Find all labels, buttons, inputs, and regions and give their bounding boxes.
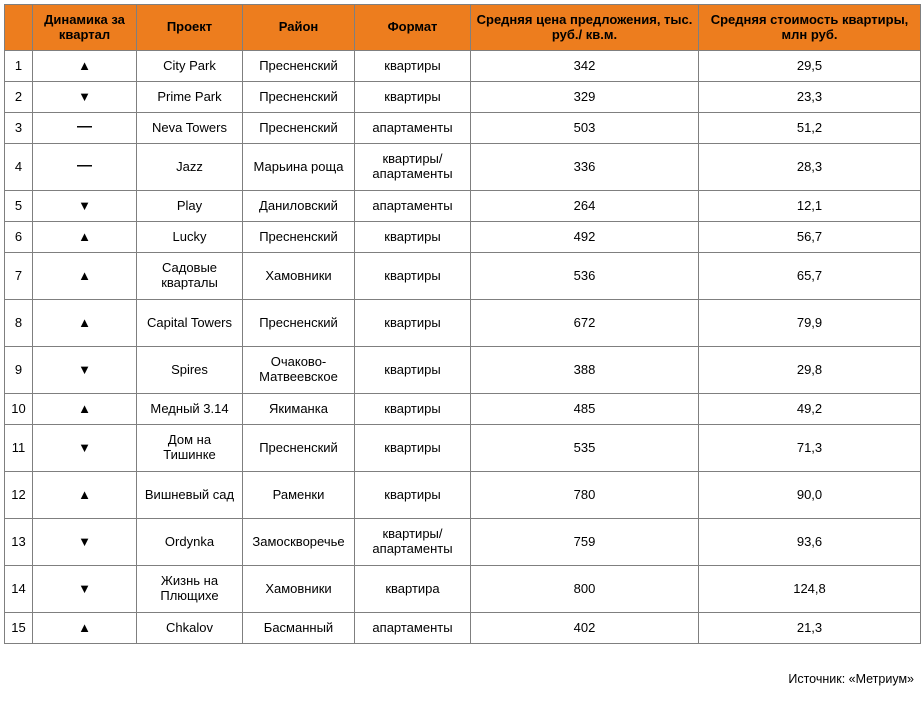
arrow-up-icon: ▲ — [78, 314, 91, 330]
cell-format — [355, 144, 471, 191]
cell-project: Neva Towers — [137, 113, 243, 144]
header-project: Проект — [137, 5, 243, 51]
table-row — [5, 425, 921, 472]
cell-dynamics — [33, 113, 137, 144]
cell-dynamics — [33, 82, 137, 113]
cell-average-price: 780 — [471, 472, 699, 519]
arrow-up-icon: ▲ — [78, 228, 91, 244]
header-row — [5, 5, 921, 51]
arrow-down-icon: ▼ — [78, 439, 91, 455]
cell-number: 5 — [5, 191, 33, 222]
cell-dynamics — [33, 300, 137, 347]
cell-average-price: 492 — [471, 222, 699, 253]
table-row — [5, 613, 921, 644]
cell-average-price: 336 — [471, 144, 699, 191]
cell-number: 8 — [5, 300, 33, 347]
cell-project: Spires — [137, 347, 243, 394]
arrow-up-icon: ▲ — [78, 267, 91, 283]
cell-average-price: 264 — [471, 191, 699, 222]
table-row — [5, 144, 921, 191]
cell-number: 12 — [5, 472, 33, 519]
arrow-up-icon: ▲ — [78, 619, 91, 635]
cell-dynamics — [33, 347, 137, 394]
cell-project: Capital Towers — [137, 300, 243, 347]
cell-number: 9 — [5, 347, 33, 394]
cell-number: 15 — [5, 613, 33, 644]
cell-dynamics — [33, 425, 137, 472]
cell-district: Пресненский — [243, 425, 355, 472]
header-dynamics: Динамика за квартал — [33, 5, 137, 51]
cell-average-price: 388 — [471, 347, 699, 394]
cell-average-cost: 79,9 — [699, 300, 921, 347]
cell-average-price: 503 — [471, 113, 699, 144]
cell-average-price: 329 — [471, 82, 699, 113]
cell-format: апартаменты — [355, 613, 471, 644]
cell-project: City Park — [137, 51, 243, 82]
cell-average-cost: 56,7 — [699, 222, 921, 253]
cell-number: 14 — [5, 566, 33, 613]
cell-format: квартиры — [355, 51, 471, 82]
cell-project: Ordynka — [137, 519, 243, 566]
arrow-flat-icon: — — [77, 157, 92, 175]
cell-project: Медный 3.14 — [137, 394, 243, 425]
cell-dynamics — [33, 191, 137, 222]
cell-average-cost: 12,1 — [699, 191, 921, 222]
cell-district: Замоскворечье — [243, 519, 355, 566]
cell-dynamics — [33, 394, 137, 425]
cell-number: 13 — [5, 519, 33, 566]
cell-project: Lucky — [137, 222, 243, 253]
header-format: Формат — [355, 5, 471, 51]
cell-average-price: 342 — [471, 51, 699, 82]
table-row — [5, 472, 921, 519]
cell-format: квартиры — [355, 472, 471, 519]
arrow-up-icon: ▲ — [78, 57, 91, 73]
cell-district: Марьина роща — [243, 144, 355, 191]
cell-dynamics — [33, 144, 137, 191]
table-row — [5, 51, 921, 82]
cell-dynamics — [33, 222, 137, 253]
cell-average-cost: 29,5 — [699, 51, 921, 82]
cell-number: 10 — [5, 394, 33, 425]
table-header — [5, 5, 921, 51]
cell-format: апартаменты — [355, 113, 471, 144]
cell-average-cost: 93,6 — [699, 519, 921, 566]
cell-number: 1 — [5, 51, 33, 82]
cell-district: Басманный — [243, 613, 355, 644]
cell-format: квартира — [355, 566, 471, 613]
cell-format: квартиры — [355, 347, 471, 394]
arrow-down-icon: ▼ — [78, 533, 91, 549]
cell-project: Jazz — [137, 144, 243, 191]
cell-district: Пресненский — [243, 113, 355, 144]
cell-format: квартиры — [355, 300, 471, 347]
cell-project: Вишневый сад — [137, 472, 243, 519]
cell-project: Chkalov — [137, 613, 243, 644]
arrow-down-icon: ▼ — [78, 361, 91, 377]
cell-format: квартиры — [355, 222, 471, 253]
table-row — [5, 519, 921, 566]
projects-table — [4, 4, 921, 644]
cell-dynamics — [33, 51, 137, 82]
cell-average-price: 672 — [471, 300, 699, 347]
arrow-down-icon: ▼ — [78, 197, 91, 213]
source-note: Источник: «Метриум» — [788, 672, 914, 686]
cell-project: Садовые кварталы — [137, 253, 243, 300]
table-row — [5, 222, 921, 253]
cell-average-price: 485 — [471, 394, 699, 425]
cell-average-cost: 51,2 — [699, 113, 921, 144]
cell-average-cost: 29,8 — [699, 347, 921, 394]
cell-format: квартиры — [355, 253, 471, 300]
cell-district: Хамовники — [243, 566, 355, 613]
cell-number: 3 — [5, 113, 33, 144]
cell-format: квартиры — [355, 82, 471, 113]
cell-dynamics — [33, 613, 137, 644]
cell-format-text: квартиры/ апартаменты — [372, 526, 453, 556]
arrow-up-icon: ▲ — [78, 400, 91, 416]
header-district: Район — [243, 5, 355, 51]
cell-format-text: квартиры/ апартаменты — [372, 151, 453, 181]
arrow-down-icon: ▼ — [78, 88, 91, 104]
table-row — [5, 82, 921, 113]
cell-district: Пресненский — [243, 51, 355, 82]
cell-number: 11 — [5, 425, 33, 472]
header-average-cost: Средняя стоимость квартиры, млн руб. — [699, 5, 921, 51]
cell-district: Якиманка — [243, 394, 355, 425]
table-row — [5, 347, 921, 394]
cell-average-cost: 23,3 — [699, 82, 921, 113]
arrow-down-icon: ▼ — [78, 580, 91, 596]
cell-format: апартаменты — [355, 191, 471, 222]
cell-dynamics — [33, 519, 137, 566]
cell-project: Play — [137, 191, 243, 222]
arrow-flat-icon: — — [77, 118, 92, 136]
cell-average-price: 759 — [471, 519, 699, 566]
header-number — [5, 5, 33, 51]
cell-district: Хамовники — [243, 253, 355, 300]
cell-number: 4 — [5, 144, 33, 191]
cell-average-price: 536 — [471, 253, 699, 300]
cell-dynamics — [33, 472, 137, 519]
cell-average-cost: 124,8 — [699, 566, 921, 613]
table-row — [5, 394, 921, 425]
cell-average-price: 402 — [471, 613, 699, 644]
cell-format: квартиры — [355, 394, 471, 425]
cell-number: 6 — [5, 222, 33, 253]
cell-district: Пресненский — [243, 222, 355, 253]
header-average-price: Средняя цена предложения, тыс. руб./ кв.м. — [471, 5, 699, 51]
cell-district: Раменки — [243, 472, 355, 519]
cell-average-cost: 71,3 — [699, 425, 921, 472]
cell-dynamics — [33, 253, 137, 300]
table-body — [5, 51, 921, 644]
cell-average-cost: 90,0 — [699, 472, 921, 519]
cell-number: 7 — [5, 253, 33, 300]
cell-average-price: 535 — [471, 425, 699, 472]
cell-average-price: 800 — [471, 566, 699, 613]
cell-district: Даниловский — [243, 191, 355, 222]
arrow-up-icon: ▲ — [78, 486, 91, 502]
cell-average-cost: 28,3 — [699, 144, 921, 191]
cell-average-cost: 49,2 — [699, 394, 921, 425]
cell-number: 2 — [5, 82, 33, 113]
cell-district: Пресненский — [243, 300, 355, 347]
cell-average-cost: 65,7 — [699, 253, 921, 300]
cell-dynamics — [33, 566, 137, 613]
cell-district: Пресненский — [243, 82, 355, 113]
table-row — [5, 253, 921, 300]
table-row — [5, 191, 921, 222]
cell-average-cost: 21,3 — [699, 613, 921, 644]
cell-project: Дом на Тишинке — [137, 425, 243, 472]
table-row — [5, 300, 921, 347]
cell-format: квартиры — [355, 425, 471, 472]
cell-project: Жизнь на Плющихе — [137, 566, 243, 613]
cell-project: Prime Park — [137, 82, 243, 113]
table-row — [5, 113, 921, 144]
cell-district: Очаково-Матвеевское — [243, 347, 355, 394]
cell-format — [355, 519, 471, 566]
table-row — [5, 566, 921, 613]
